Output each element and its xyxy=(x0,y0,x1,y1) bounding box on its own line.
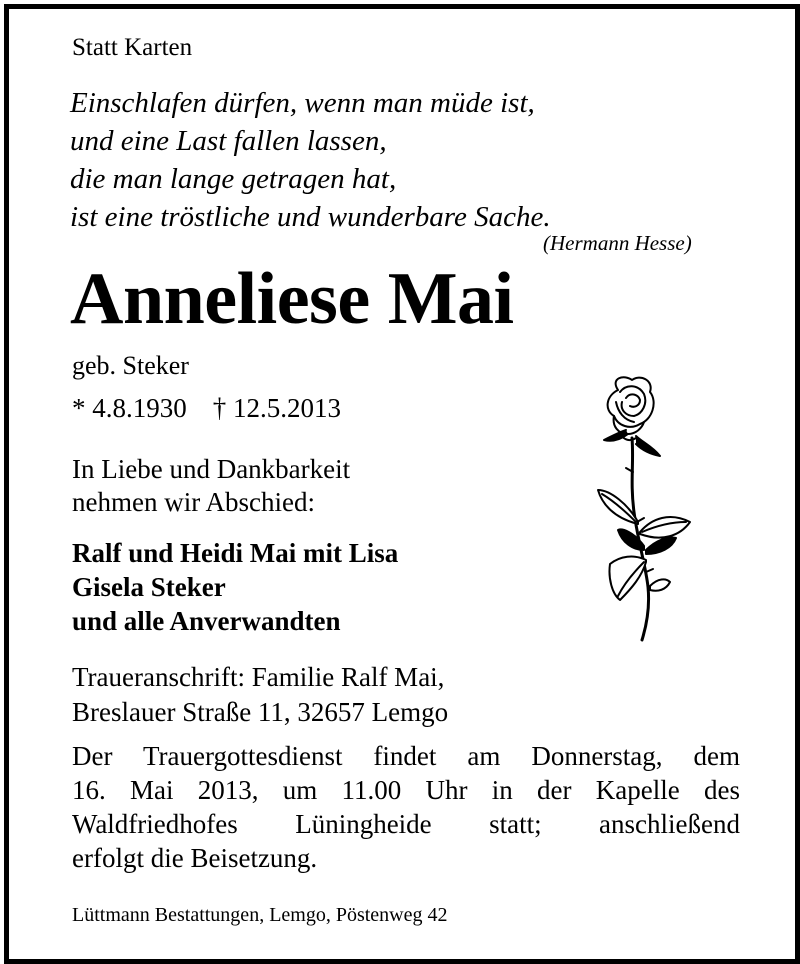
address-line: Breslauer Straße 11, 32657 Lemgo xyxy=(72,697,449,727)
death-date: † 12.5.2013 xyxy=(212,393,341,423)
farewell-line: In Liebe und Dankbarkeit xyxy=(72,454,351,484)
service-line: Der Trauergottesdienst findet am Donnerstag, dem xyxy=(72,741,740,771)
mourners-list xyxy=(72,536,398,638)
mourner-line: Ralf und Heidi Mai mit Lisa xyxy=(72,538,399,568)
poem-author: (Hermann Hesse) xyxy=(543,231,692,255)
service-line: 16. Mai 2013, um 11.00 Uhr in der Kapelle des xyxy=(72,775,740,805)
mourner-line: Gisela Steker xyxy=(72,572,226,602)
mourner-line: und alle Anverwandten xyxy=(72,606,341,636)
life-dates xyxy=(72,395,341,422)
intro-text: Statt Karten xyxy=(72,34,193,61)
farewell-line: nehmen wir Abschied: xyxy=(72,487,315,517)
poem-line: Einschlafen dürfen, wenn man müde ist, xyxy=(70,87,535,119)
farewell-text xyxy=(72,453,350,519)
poem xyxy=(70,84,551,236)
address-line: Traueranschrift: Familie Ralf Mai, xyxy=(72,662,445,692)
service-line: Waldfriedhofes Lüningheide statt; anschließend xyxy=(72,809,740,839)
poem-line: die man lange getragen hat, xyxy=(70,163,397,195)
mourning-address xyxy=(72,660,448,730)
service-line: erfolgt die Beisetzung. xyxy=(72,843,318,873)
deceased-name: Anneliese Mai xyxy=(70,258,514,340)
birth-date: * 4.8.1930 xyxy=(72,393,187,423)
service-info xyxy=(72,739,740,875)
maiden-name: geb. Steker xyxy=(72,351,189,380)
funeral-home: Lüttmann Bestattungen, Lemgo, Pöstenweg 42 xyxy=(72,904,448,926)
rose-icon xyxy=(590,372,710,642)
poem-line: und eine Last fallen lassen, xyxy=(70,125,387,157)
poem-line: ist eine tröstliche und wunderbare Sache. xyxy=(70,201,551,233)
